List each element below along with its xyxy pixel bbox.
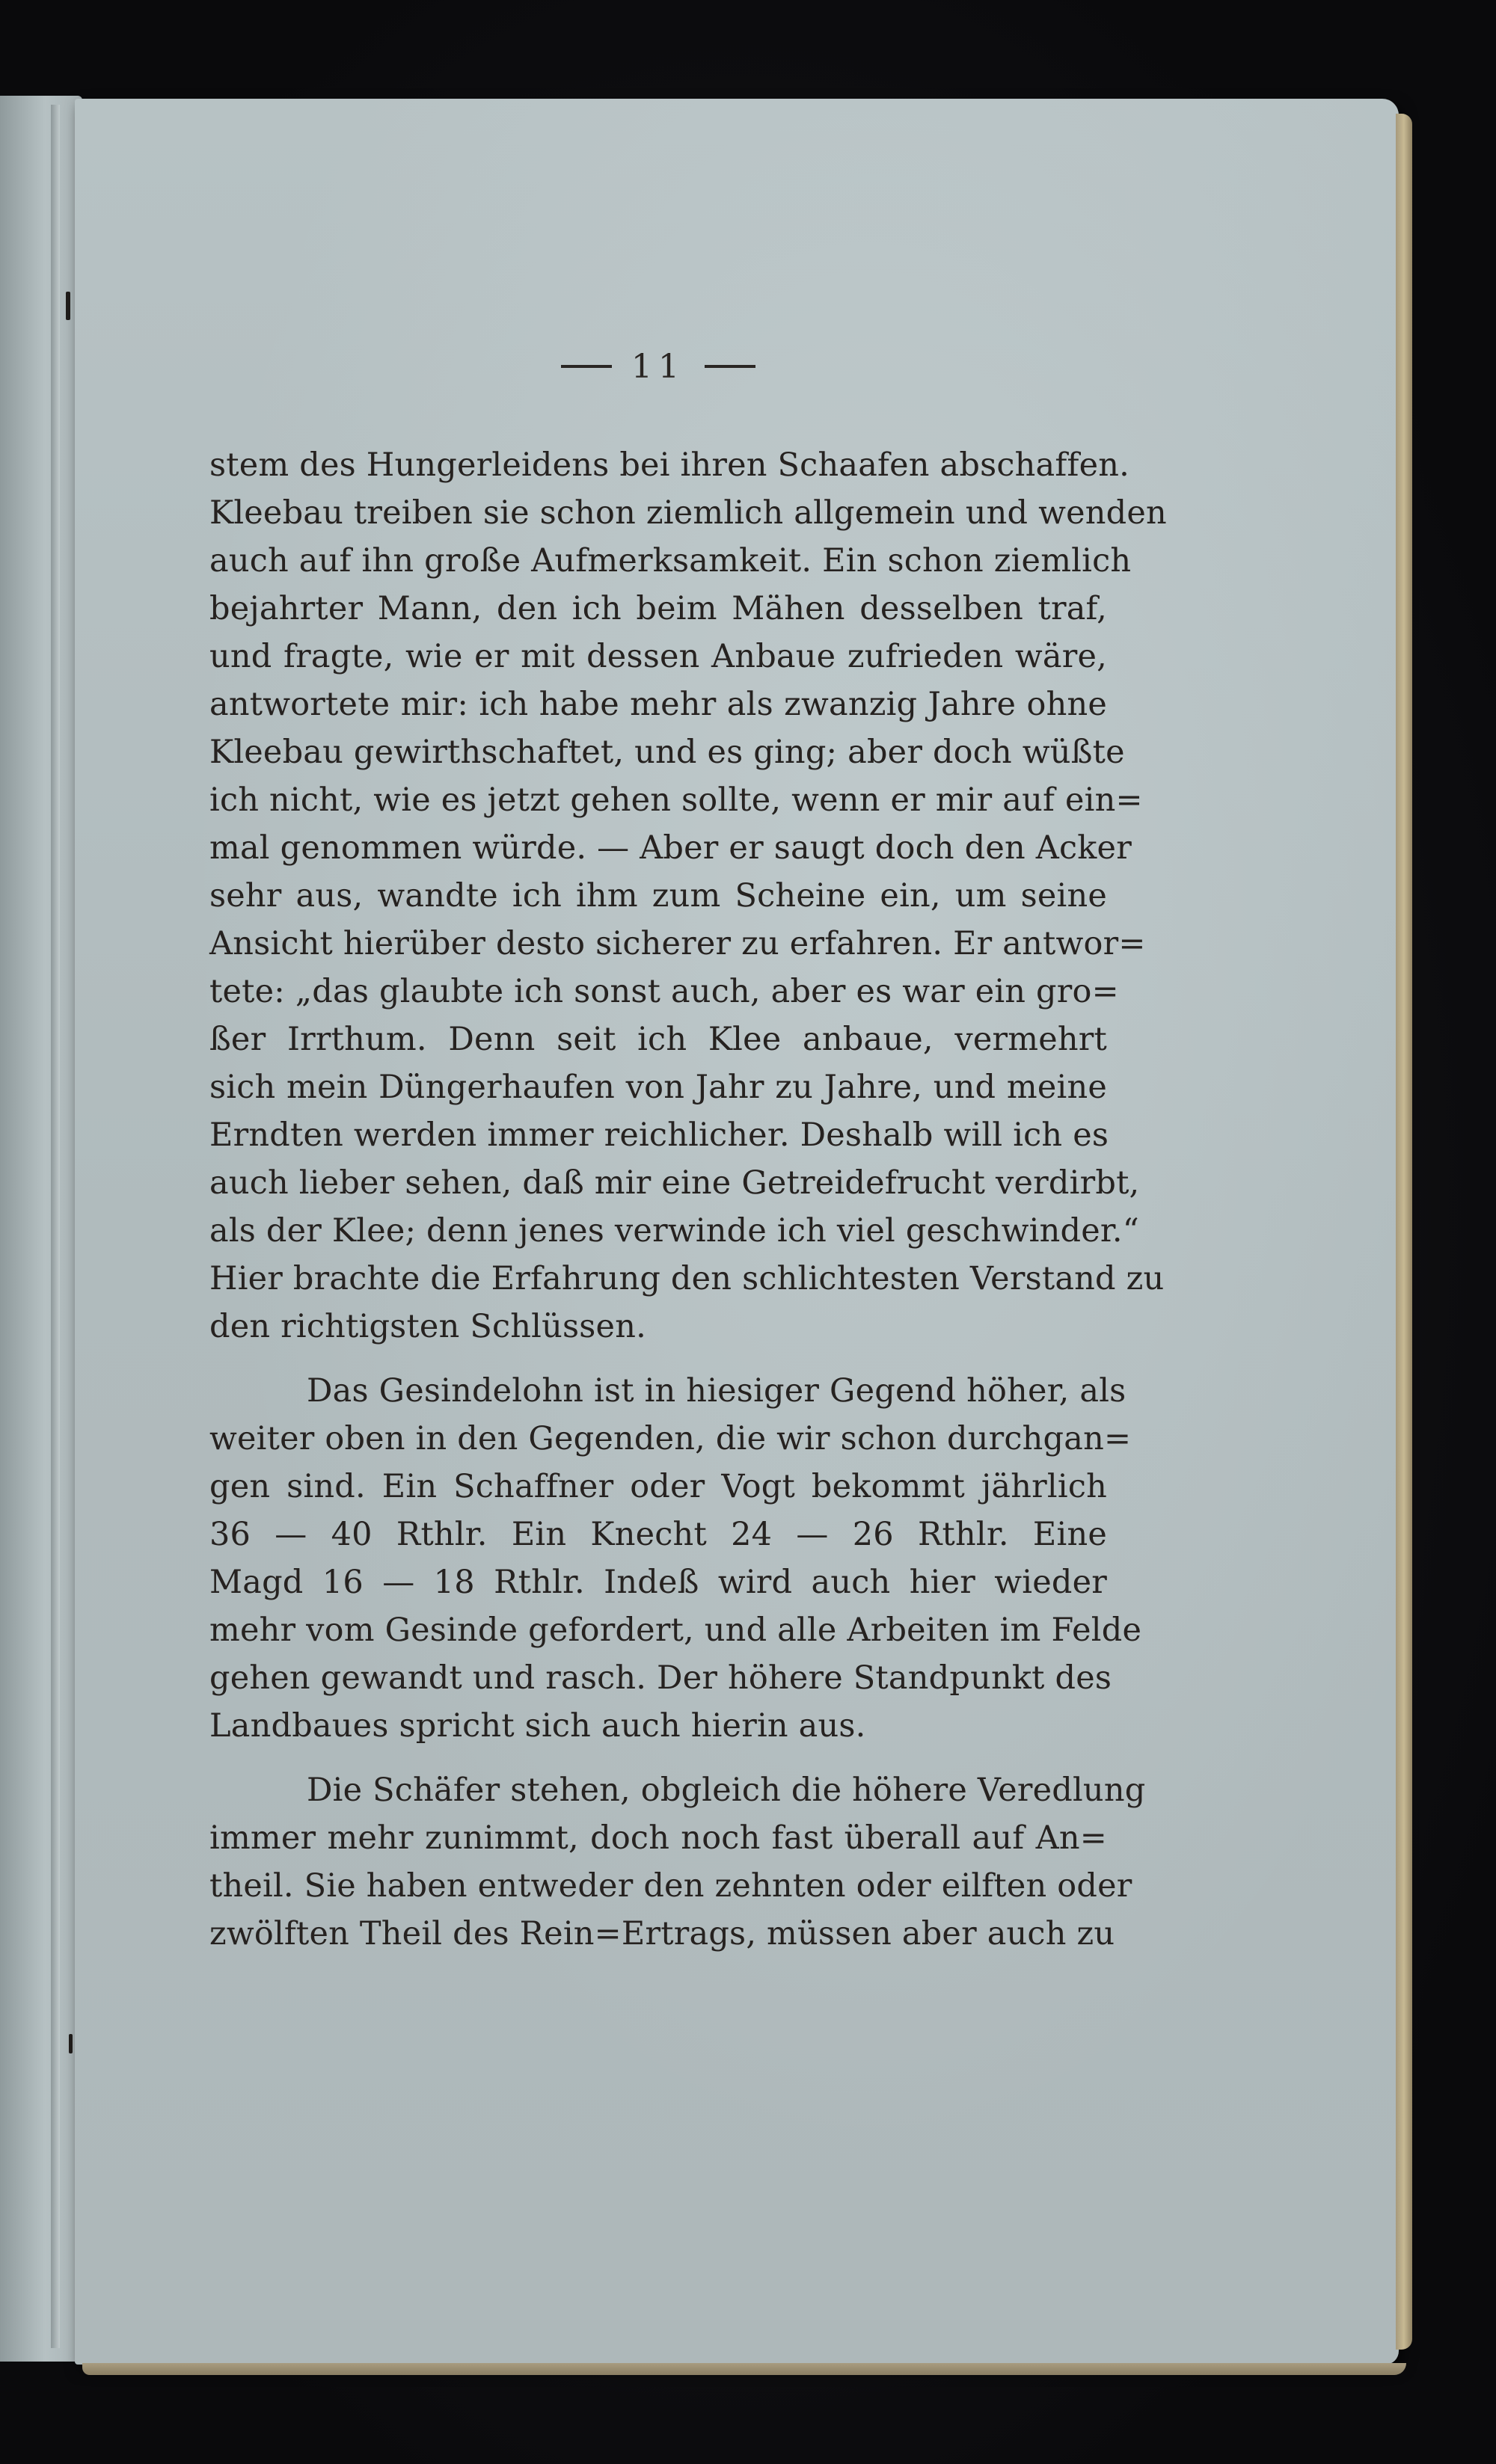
text-line: weiter oben in den Gegenden, die wir schon durchgan= — [209, 1420, 1132, 1457]
margin-mark — [69, 2034, 73, 2053]
text-line: Das Gesindelohn ist in hiesiger Gegend höher, als — [307, 1372, 1126, 1410]
text-line: zwölften Theil des Rein=Ertrags, müssen aber auch zu — [209, 1915, 1115, 1953]
margin-mark — [66, 292, 70, 320]
text-line: den richtigsten Schlüssen. — [209, 1308, 646, 1345]
text-line: ßer Irrthum. Denn seit ich Klee anbaue, vermehrt — [209, 1021, 1107, 1058]
text-line: tete: „das glaubte ich sonst auch, aber es war ein gro= — [209, 973, 1119, 1010]
page-number: 11 — [631, 347, 685, 386]
header-dash-left — [561, 365, 612, 368]
text-line: Die Schäfer stehen, obgleich die höhere Veredlung — [307, 1772, 1146, 1809]
page-edge-bottom — [82, 2363, 1406, 2375]
text-line: theil. Sie haben entweder den zehnten oder eilften oder — [209, 1867, 1132, 1905]
text-line: auch lieber sehen, daß mir eine Getreidefrucht verdirbt, — [209, 1164, 1140, 1202]
text-line: antwortete mir: ich habe mehr als zwanzig Jahre ohne — [209, 686, 1107, 723]
text-line: mehr vom Gesinde gefordert, und alle Arbeiten im Felde — [209, 1612, 1142, 1649]
text-line: Ansicht hierüber desto sicherer zu erfahren. Er antwor= — [209, 925, 1146, 962]
text-line: sich mein Düngerhaufen von Jahr zu Jahre, und meine — [209, 1069, 1107, 1106]
header-dash-right — [705, 365, 755, 368]
text-line: Landbaues spricht sich auch hierin aus. — [209, 1707, 866, 1745]
text-line: und fragte, wie er mit dessen Anbaue zufrieden wäre, — [209, 638, 1107, 675]
text-line: 36 — 40 Rthlr. Ein Knecht 24 — 26 Rthlr. Eine — [209, 1516, 1107, 1553]
text-line: gehen gewandt und rasch. Der höhere Standpunkt des — [209, 1659, 1112, 1697]
text-line: gen sind. Ein Schaffner oder Vogt bekommt jährlich — [209, 1468, 1107, 1505]
text-line: auch auf ihn große Aufmerksamkeit. Ein schon ziemlich — [209, 542, 1132, 580]
paragraph-3 — [209, 1766, 1146, 1958]
text-line: als der Klee; denn jenes verwinde ich viel geschwinder.“ — [209, 1212, 1139, 1250]
text-line: Kleebau treiben sie schon ziemlich allgemein und wenden — [209, 494, 1167, 532]
paragraph-2 — [209, 1367, 1142, 1750]
text-line: ich nicht, wie es jetzt gehen sollte, wenn er mir auf ein= — [209, 781, 1143, 819]
text-line: Kleebau gewirthschaftet, und es ging; aber doch wüßte — [209, 734, 1125, 771]
text-line: Magd 16 — 18 Rthlr. Indeß wird auch hier wieder — [209, 1564, 1107, 1601]
book-spine — [51, 105, 60, 2348]
text-line: immer mehr zunimmt, doch noch fast überall auf An= — [209, 1819, 1107, 1857]
text-line: bejahrter Mann, den ich beim Mähen desselben traf, — [209, 590, 1107, 627]
page-edge-right — [1396, 114, 1412, 2350]
text-line: sehr aus, wandte ich ihm zum Scheine ein, um seine — [209, 877, 1107, 915]
body-text — [209, 441, 1167, 1958]
paragraph-gap — [209, 1750, 1107, 1766]
paragraph-1 — [209, 441, 1167, 1351]
text-line: Erndten werden immer reichlicher. Deshalb will ich es — [209, 1116, 1109, 1154]
text-line: stem des Hungerleidens bei ihren Schaafen abschaffen. — [209, 446, 1130, 484]
text-line: Hier brachte die Erfahrung den schlichtesten Verstand zu — [209, 1260, 1165, 1297]
facing-page-edge — [0, 96, 82, 2362]
running-header — [524, 340, 793, 393]
text-line: mal genommen würde. — Aber er saugt doch den Acker — [209, 829, 1132, 867]
paragraph-gap — [209, 1351, 1107, 1367]
